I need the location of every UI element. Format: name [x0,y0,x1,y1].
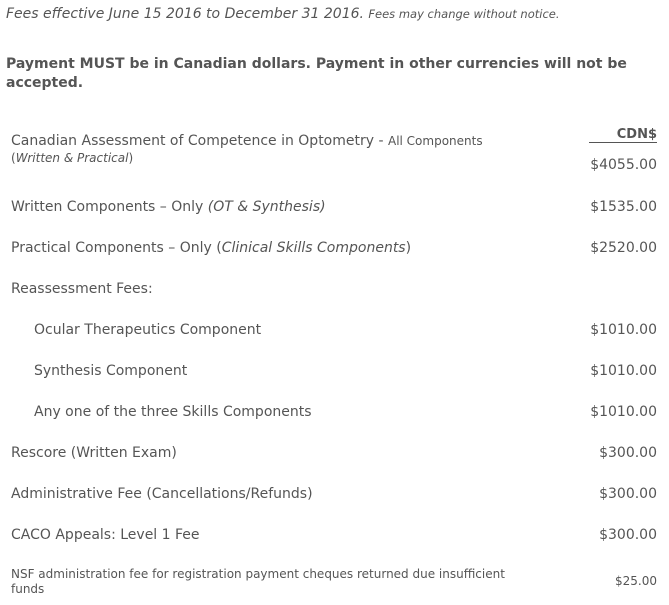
fee-label-main: Practical Components – Only ( [11,240,222,256]
fee-label-end: ) [405,240,412,256]
fee-label-main: Canadian Assessment of Competence in Optometry - [11,133,388,149]
effective-dates-text: Fees effective June 15 2016 to December 31 2016. [6,6,364,22]
fee-row-caco-appeals [11,527,657,547]
fee-amount-nsf: $25.00 [615,574,657,588]
fee-label-administrative: Administrative Fee (Cancellations/Refunds) [11,486,313,502]
fee-amount-synthesis: $1010.00 [590,363,657,379]
fee-row-all-components [11,133,657,173]
fees-change-notice: Fees may change without notice. [368,7,560,21]
fee-row-synthesis [11,363,657,383]
fee-label-italic: Clinical Skills Components [221,240,406,256]
fee-label-italic: (OT & Synthesis) [207,199,326,215]
fee-label-synthesis: Synthesis Component [34,363,188,379]
fee-label-rescore: Rescore (Written Exam) [11,445,177,461]
fee-label-skills: Any one of the three Skills Components [34,404,312,420]
fee-label-ocular-therapeutics: Ocular Therapeutics Component [34,322,262,338]
fee-amount-all-components: $4055.00 [590,157,657,173]
fee-label-small-end: ) [128,151,134,165]
fee-label-main: Written Components – Only [11,199,208,215]
reassessment-heading-row [11,281,657,301]
fee-row-skills [11,404,657,424]
fee-amount-practical: $2520.00 [590,240,657,256]
fee-row-practical [11,240,657,260]
fee-label-small: All Components ( [11,134,483,165]
fee-amount-skills: $1010.00 [590,404,657,420]
fee-label-practical [11,240,411,256]
fee-amount-caco-appeals: $300.00 [599,527,657,543]
fee-label-written [11,199,326,215]
fee-row-ocular-therapeutics [11,322,657,342]
fee-label-italic: Written & Practical [15,151,129,165]
fee-label-nsf: NSF administration fee for registration payment cheques returned due insufficient funds [11,567,505,596]
fee-label-all-components [11,133,531,167]
currency-column-header: CDN$ [589,127,657,143]
fee-amount-administrative: $300.00 [599,486,657,502]
fee-label-caco-appeals: CACO Appeals: Level 1 Fee [11,527,200,543]
fee-amount-rescore: $300.00 [599,445,657,461]
fee-row-rescore [11,445,657,465]
fee-amount-ocular-therapeutics: $1010.00 [590,322,657,338]
payment-currency-notice: Payment MUST be in Canadian dollars. Payment in other currencies will not be accepted. [6,56,627,91]
fee-row-nsf [11,567,657,601]
fees-effective-line [6,6,560,22]
fee-row-administrative [11,486,657,506]
reassessment-heading: Reassessment Fees: [11,281,153,297]
fee-row-written [11,199,657,219]
fee-amount-written: $1535.00 [590,199,657,215]
